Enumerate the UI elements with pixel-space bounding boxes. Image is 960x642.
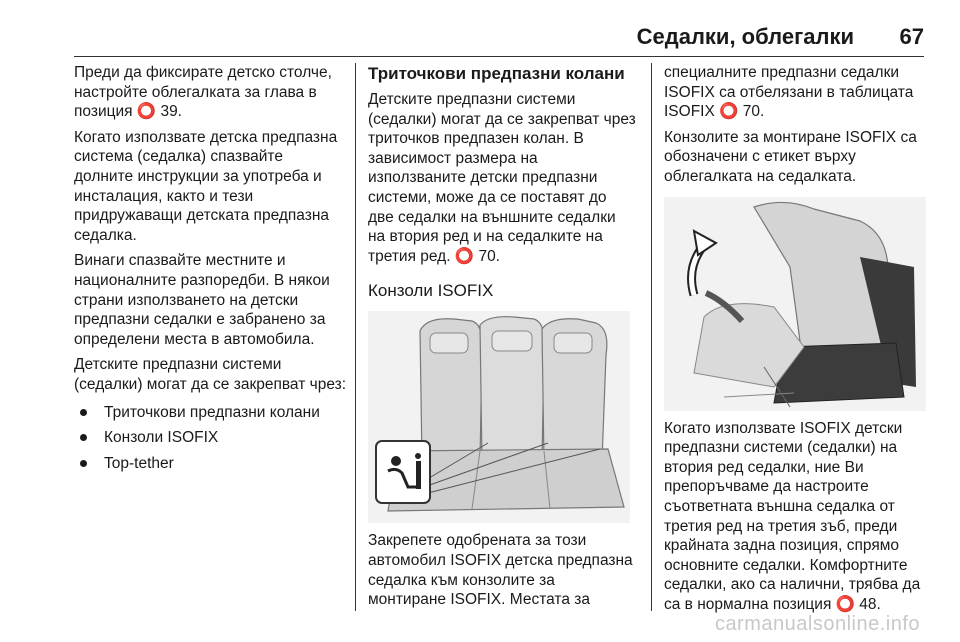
isofix-seats-illustration <box>368 311 630 523</box>
column-left <box>74 63 346 479</box>
paragraph-instructions: Когато използвате детска предпазна система (седалка) спазвайте долните инструкции за употреба и инсталация, както и тези придружаващи детската предпазна седалка. <box>74 128 338 244</box>
paragraph-isofix-table: специалните предпазни седалки ISOFIX са отбелязани в таблицата ISOFIX ⭕ 70. <box>664 64 914 121</box>
list-item: Top-tether <box>74 454 346 474</box>
fastening-list <box>74 403 346 474</box>
heading-three-point-belts: Триточкови предпазни колани <box>368 64 625 83</box>
paragraph-headrest: Преди да фиксирате детско столче, настройте облегалката за глава в позиция ⭕ 39. <box>74 64 332 121</box>
column-right <box>664 63 926 621</box>
paragraph-isofix-label: Конзолите за монтиране ISOFIX са обозначени с етикет върху облегалката на седалката. <box>664 128 917 185</box>
list-item: Триточкови предпазни колани <box>74 403 346 423</box>
paragraph-regulations: Винаги спазвайте местните и националните разпоредби. В някои страни използването на детски предпазни седалки е забранено за определени места в автомобила. <box>74 252 330 348</box>
paragraph-isofix-attach: Закрепете одобрената за този автомобил ISOFIX детска предпазна седалка към конзолите за монтиране ISOFIX. Местата за <box>368 532 633 609</box>
paragraph-three-point: Детските предпазни системи (седалки) могат да се закрепват чрез триточков предпазен колан. В зависимост размера на използваните детски предпазни системи, може да се поставят до две седалки на външните седалки на втория ред и на седалките на третия ред. ⭕ 70. <box>368 91 636 265</box>
list-item: Конзоли ISOFIX <box>74 428 346 448</box>
seat-adjust-illustration <box>664 197 926 411</box>
heading-isofix: Конзоли ISOFIX <box>368 281 494 301</box>
watermark: carmanualsonline.info <box>714 613 920 635</box>
paragraph-fastening: Детските предпазни системи (седалки) могат да се закрепват чрез: <box>74 356 347 393</box>
section-title: Седалки, облегалки <box>636 24 854 49</box>
column-divider-2 <box>651 63 652 611</box>
column-divider-1 <box>355 63 356 611</box>
paragraph-second-row: Когато използвате ISOFIX детски предпазни системи (седалки) на втория ред седалки, ние Ви препоръчваме да настроите съответната външна седалка от третия ред на третия зъб, преди крайната задна позиция, спрямо основните седалки. Комфортните седалки, ако са налични, трябва да са в нормална позиция ⭕ 48. <box>664 419 921 613</box>
column-middle <box>368 63 636 616</box>
page-number: 67 <box>899 24 924 49</box>
page-header <box>74 0 924 57</box>
